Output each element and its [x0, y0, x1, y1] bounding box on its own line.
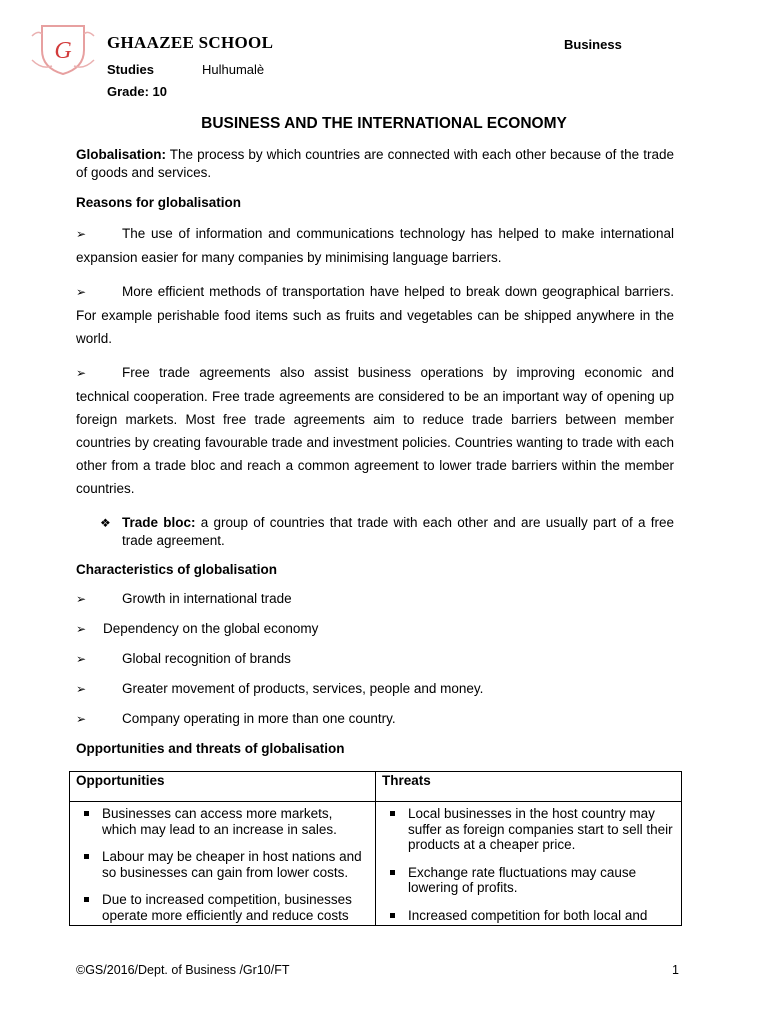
trade-bloc-text: a group of countries that trade with each other and are usually part of a free trade agreement. — [122, 515, 674, 548]
characteristic-item: ➢ Global recognition of brands — [76, 651, 291, 666]
page-number: 1 — [672, 963, 679, 977]
definition-text: The process by which countries are connected with each other because of the trade of goods and services. — [76, 147, 674, 180]
square-bullet-icon — [390, 870, 395, 875]
studies-label: Studies — [107, 62, 154, 77]
reason-item-3: ➢ Free trade agreements also assist business operations by improving economic and technical cooperation. Free trade agreements are considered to be an important way of opening up foreign markets. Most free trade agreements aim to reduce trade barriers between member countries by creating favourable trade and investment policies. Countries wanting to trade with each other from a trade bloc and reach a common agreement to lower trade barriers within the member countries. — [76, 361, 674, 500]
table-header-row — [70, 772, 682, 802]
list-item: Increased competition for both local and — [382, 908, 675, 924]
table-row — [70, 802, 682, 926]
column-header-opportunities: Opportunities — [70, 772, 376, 802]
arrow-bullet-icon: ➢ — [76, 682, 87, 696]
square-bullet-icon — [390, 913, 395, 918]
school-logo — [28, 20, 98, 78]
arrow-bullet-icon: ➢ — [76, 652, 87, 666]
column-header-threats: Threats — [376, 772, 682, 802]
trade-bloc-definition — [100, 514, 674, 550]
square-bullet-icon — [84, 811, 89, 816]
reasons-heading: Reasons for globalisation — [76, 195, 242, 210]
diamond-bullet-icon: ❖ — [100, 516, 111, 530]
arrow-bullet-icon: ➢ — [76, 366, 87, 380]
document-title: BUSINESS AND THE INTERNATIONAL ECONOMY — [201, 115, 567, 132]
list-item: Due to increased competition, businesses operate more efficiently and reduce costs — [76, 892, 369, 923]
characteristics-heading: Characteristics of globalisation — [76, 562, 278, 577]
arrow-bullet-icon: ➢ — [76, 285, 87, 299]
opportunities-threats-heading: Opportunities and threats of globalisation — [76, 741, 345, 756]
threats-cell — [376, 802, 682, 926]
characteristic-item: ➢ Company operating in more than one country. — [76, 711, 396, 726]
list-item: Exchange rate fluctuations may cause lowering of profits. — [382, 865, 675, 896]
list-item: Businesses can access more markets, which may lead to an increase in sales. — [76, 806, 369, 837]
reason-item-2: ➢ More efficient methods of transportation have helped to break down geographical barriers. For example perishable food items such as fruits and vegetables can be shipped anywhere in the world. — [76, 280, 674, 350]
grade-label: Grade: 10 — [107, 84, 167, 99]
arrow-bullet-icon: ➢ — [76, 592, 87, 606]
subject-label: Business — [564, 37, 622, 52]
globalisation-definition — [76, 146, 674, 182]
arrow-bullet-icon: ➢ — [76, 622, 87, 636]
square-bullet-icon — [390, 811, 395, 816]
svg-text:G: G — [54, 38, 72, 64]
trade-bloc-term: Trade bloc: — [122, 515, 196, 530]
opportunities-cell — [70, 802, 376, 926]
characteristic-item: ➢ Growth in international trade — [76, 591, 292, 606]
list-item: Local businesses in the host country may suffer as foreign companies start to sell their products at a cheaper price. — [382, 806, 675, 853]
square-bullet-icon — [84, 897, 89, 902]
location-label: Hulhumalè — [202, 62, 265, 77]
definition-term: Globalisation: — [76, 147, 167, 162]
characteristic-item: ➢ Greater movement of products, services, people and money. — [76, 681, 484, 696]
arrow-bullet-icon: ➢ — [76, 712, 87, 726]
arrow-bullet-icon: ➢ — [76, 227, 87, 241]
school-name: GHAAZEE SCHOOL — [107, 33, 274, 52]
list-item: Labour may be cheaper in host nations and so businesses can gain from lower costs. — [76, 849, 369, 880]
footer-copyright: ©GS/2016/Dept. of Business /Gr10/FT — [76, 963, 290, 977]
opportunities-threats-table — [69, 771, 682, 926]
square-bullet-icon — [84, 854, 89, 859]
characteristic-item: ➢ Dependency on the global economy — [76, 621, 319, 636]
reason-item-1: ➢ The use of information and communications technology has helped to make international expansion easier for many companies by minimising language barriers. — [76, 222, 674, 269]
